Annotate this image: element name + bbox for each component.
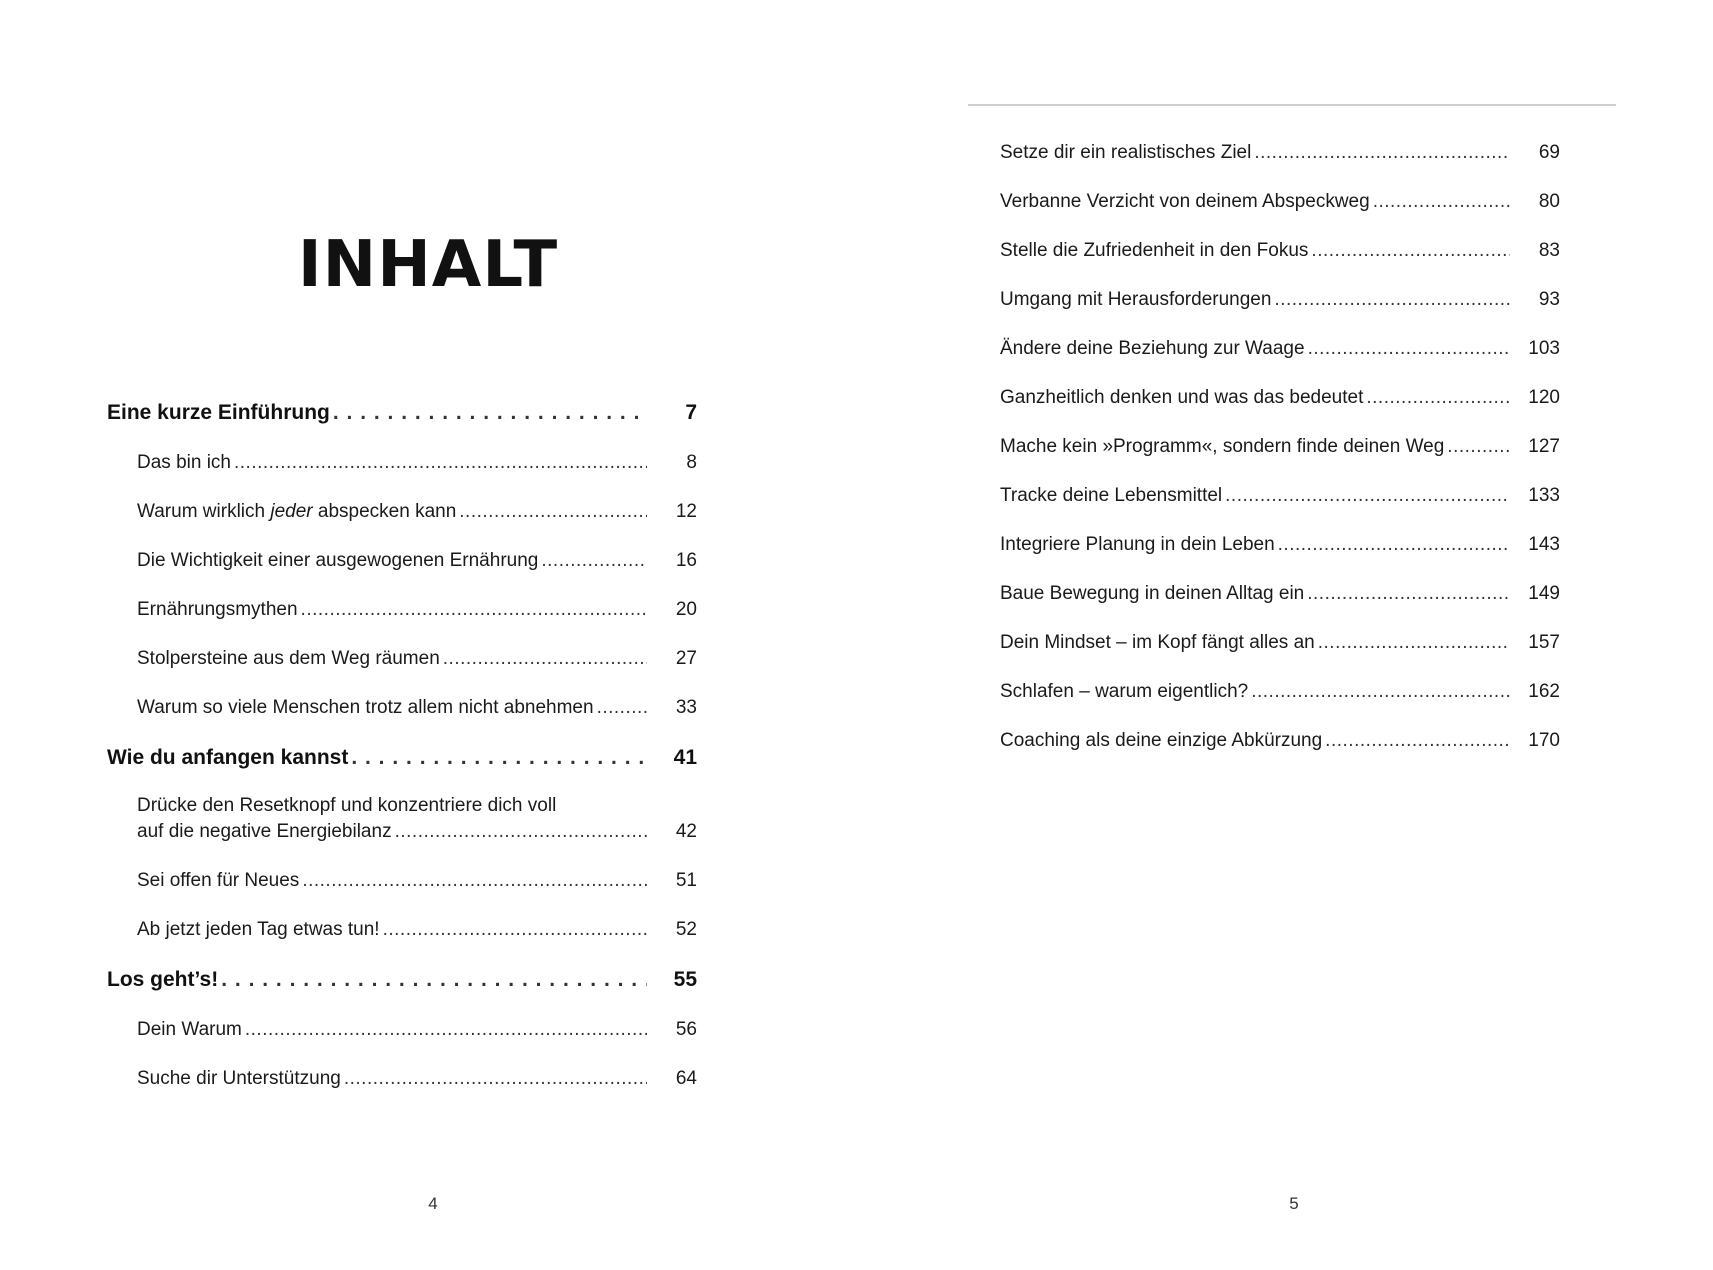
toc-leader-dots <box>333 400 647 426</box>
toc-entry-label-line1: Drücke den Resetknopf und konzentriere dich voll <box>137 795 557 816</box>
page-number-left: 4 <box>428 1194 438 1213</box>
toc-page-number: 83 <box>1538 240 1560 261</box>
toc-leader-dots <box>1274 287 1510 313</box>
toc-page-number: 143 <box>1528 534 1560 555</box>
page-number-right: 5 <box>1289 1194 1299 1213</box>
toc-entry[interactable] <box>1000 679 1560 705</box>
toc-entry-label: Mache kein »Programm«, sondern finde deinen Weg <box>1000 436 1445 457</box>
toc-chapter-label: Wie du anfangen kannst <box>107 746 349 769</box>
toc-entry-label: Sei offen für Neues <box>137 870 300 891</box>
toc-entry-label: Suche dir Unterstützung <box>137 1068 341 1089</box>
toc-page-number: 51 <box>675 870 697 891</box>
toc-entry[interactable] <box>137 868 697 894</box>
toc-entry-label: Umgang mit Herausforderungen <box>1000 289 1272 310</box>
toc-entry-label: Dein Warum <box>137 1019 242 1040</box>
toc-page-number: 55 <box>673 968 697 991</box>
toc-entry[interactable] <box>1000 287 1560 313</box>
toc-page-number: 7 <box>685 401 697 424</box>
toc-leader-dots <box>541 548 647 574</box>
toc-leader-dots <box>1278 532 1510 558</box>
toc-page-number: 16 <box>675 550 697 571</box>
toc-leader-dots <box>1366 385 1510 411</box>
toc-page-number: 8 <box>686 452 697 473</box>
toc-entry-line2 <box>137 819 697 845</box>
toc-entry-label: Ernährungsmythen <box>137 599 298 620</box>
toc-chapter-label: Eine kurze Einführung <box>107 401 330 424</box>
toc-page-number: 170 <box>1528 730 1560 751</box>
toc-entry[interactable] <box>137 548 697 574</box>
toc-leader-dots <box>301 597 647 623</box>
toc-entry[interactable] <box>1000 140 1560 166</box>
toc-page-number: 80 <box>1538 191 1560 212</box>
toc-chapter-label: Los geht’s! <box>107 968 219 991</box>
toc-leader-dots <box>1307 581 1510 607</box>
toc-entry-label: Stelle die Zufriedenheit in den Fokus <box>1000 240 1309 261</box>
toc-entry-label: Schlafen – warum eigentlich? <box>1000 681 1249 702</box>
toc-page-number: 52 <box>675 919 697 940</box>
toc-entry-label: Verbanne Verzicht von deinem Abspeckweg <box>1000 191 1370 212</box>
toc-page-number: 56 <box>675 1019 697 1040</box>
page-title: INHALT <box>297 228 559 302</box>
toc-entry-label-part: abspecken kann <box>312 501 457 522</box>
toc-entry[interactable] <box>137 1066 697 1092</box>
toc-entry[interactable] <box>1000 238 1560 264</box>
toc-entry[interactable] <box>1000 728 1560 754</box>
toc-leader-dots <box>351 745 647 771</box>
toc-leader-dots <box>234 450 647 476</box>
toc-page-number: 133 <box>1528 485 1560 506</box>
toc-chapter[interactable] <box>107 745 697 771</box>
toc-chapter[interactable] <box>107 400 697 426</box>
toc-entry-label: Setze dir ein realistisches Ziel <box>1000 142 1252 163</box>
toc-entry[interactable] <box>1000 434 1560 460</box>
toc-entry[interactable] <box>137 450 697 476</box>
toc-entry[interactable] <box>137 695 697 721</box>
toc-page-number: 64 <box>675 1068 697 1089</box>
left-page <box>0 0 856 1270</box>
toc-entry[interactable] <box>137 793 697 845</box>
toc-page-number: 93 <box>1538 289 1560 310</box>
toc-leader-dots <box>344 1066 647 1092</box>
toc-leader-dots <box>443 646 647 672</box>
toc-entry-label: Das bin ich <box>137 452 231 473</box>
toc-entry[interactable] <box>137 499 697 525</box>
toc-page-number: 41 <box>673 746 697 769</box>
toc-entry-label: Ab jetzt jeden Tag etwas tun! <box>137 919 380 940</box>
toc-entry-label: Ändere deine Beziehung zur Waage <box>1000 338 1305 359</box>
toc-leader-dots <box>302 868 647 894</box>
toc-page-number: 157 <box>1528 632 1560 653</box>
toc-entry-label: Integriere Planung in dein Leben <box>1000 534 1275 555</box>
toc-entry[interactable] <box>1000 189 1560 215</box>
toc-leader-dots <box>597 695 647 721</box>
toc-page-number: 149 <box>1528 583 1560 604</box>
toc-leader-dots <box>245 1017 647 1043</box>
toc-entry[interactable] <box>1000 630 1560 656</box>
toc-leader-dots <box>1318 630 1510 656</box>
toc-entry-label: Baue Bewegung in deinen Alltag ein <box>1000 583 1305 604</box>
toc-leader-dots <box>1254 140 1510 166</box>
toc-entry[interactable] <box>1000 581 1560 607</box>
toc-page-number: 20 <box>675 599 697 620</box>
toc-entry-label: Dein Mindset – im Kopf fängt alles an <box>1000 632 1315 653</box>
toc-entry-label-part: Warum wirklich <box>137 501 271 522</box>
toc-leader-dots <box>459 499 647 525</box>
toc-page-number: 33 <box>675 697 697 718</box>
toc-entry-label-line2: auf die negative Energiebilanz <box>137 821 392 842</box>
toc-leader-dots <box>383 917 647 943</box>
toc-page-number: 120 <box>1528 387 1560 408</box>
toc-leader-dots <box>1311 238 1510 264</box>
toc-leader-dots <box>1373 189 1510 215</box>
toc-entry-label: Stolpersteine aus dem Weg räumen <box>137 648 440 669</box>
toc-leader-dots <box>395 819 647 845</box>
toc-entry[interactable] <box>1000 385 1560 411</box>
toc-leader-dots <box>1308 336 1510 362</box>
toc-entry[interactable] <box>1000 532 1560 558</box>
toc-page-number: 27 <box>675 648 697 669</box>
toc-page-number: 162 <box>1528 681 1560 702</box>
toc-entry[interactable] <box>1000 483 1560 509</box>
toc-page-number: 12 <box>675 501 697 522</box>
toc-page-number: 103 <box>1528 338 1560 359</box>
toc-page-number: 69 <box>1538 142 1560 163</box>
toc-entry[interactable] <box>1000 336 1560 362</box>
toc-entry[interactable] <box>137 597 697 623</box>
toc-entry[interactable] <box>137 1017 697 1043</box>
toc-leader-dots <box>1225 483 1510 509</box>
toc-entry[interactable] <box>137 646 697 672</box>
toc-entry-label: Coaching als deine einzige Abkürzung <box>1000 730 1323 751</box>
toc-entry-label: Warum so viele Menschen trotz allem nicht abnehmen <box>137 697 594 718</box>
toc-entry-label <box>137 499 456 525</box>
toc-leader-dots <box>1447 434 1510 460</box>
toc-chapter[interactable] <box>107 967 697 993</box>
toc-page-number: 42 <box>675 821 697 842</box>
toc-entry[interactable] <box>137 917 697 943</box>
toc-leader-dots <box>1251 679 1510 705</box>
toc-entry-label: Tracke deine Lebensmittel <box>1000 485 1223 506</box>
toc-entry-label-emphasis: jeder <box>270 501 313 522</box>
toc-page-number: 127 <box>1528 436 1560 457</box>
header-rule <box>968 104 1616 106</box>
toc-leader-dots <box>1325 728 1510 754</box>
toc-entry-label: Ganzheitlich denken und was das bedeutet <box>1000 387 1364 408</box>
toc-leader-dots <box>221 967 647 993</box>
toc-entry-label: Die Wichtigkeit einer ausgewogenen Ernährung <box>137 550 539 571</box>
